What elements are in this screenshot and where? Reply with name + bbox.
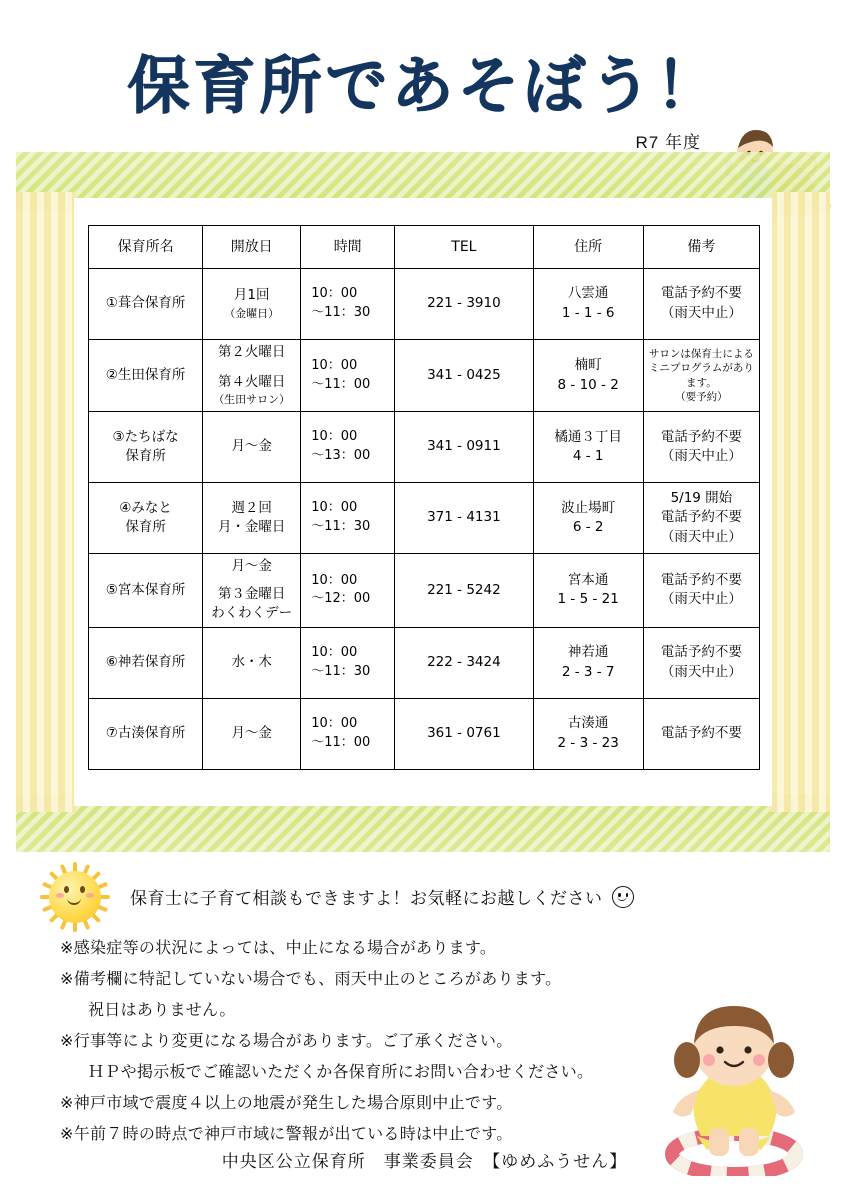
- cell-day-main: 第２火曜日: [217, 344, 286, 360]
- table-row: [89, 554, 760, 628]
- cell-time-end: 〜12：00: [311, 591, 371, 607]
- cell-time-end: 〜11：30: [311, 663, 371, 679]
- note-item: 祝日はありません。: [88, 1000, 236, 1019]
- cell-name: ⑥神若保育所: [89, 627, 203, 698]
- cell-time-start: 10：00: [311, 500, 358, 516]
- cell-day-sub: （生田サロン）: [213, 393, 291, 407]
- cell-day-main: 月1回: [233, 287, 270, 304]
- cell-name: ⑦古湊保育所: [89, 698, 203, 769]
- cell-time-end: 〜13：00: [311, 448, 371, 464]
- cell-time: [301, 340, 395, 412]
- frame-band-right: [770, 192, 830, 812]
- cell-address: [533, 412, 643, 483]
- cell-tel: 341 - 0911: [395, 412, 533, 483]
- cell-name-line2: 保育所: [125, 448, 166, 465]
- cell-address-line2: 2 - 3 - 23: [557, 734, 619, 751]
- cell-name: [89, 483, 203, 554]
- cell-note: [643, 627, 759, 698]
- cell-day: 月〜金: [203, 412, 301, 483]
- cell-note-line2: （雨天中止）: [660, 448, 742, 465]
- cell-time: [301, 627, 395, 698]
- cell-note-line1: サロンは保育士によるミニプログラムがあります。: [648, 348, 754, 389]
- cell-note-line2: （雨天中止）: [660, 305, 742, 321]
- cell-day-main2: 第３金曜日: [217, 585, 286, 602]
- table-row: [89, 627, 760, 698]
- cell-time-end: 〜11：30: [311, 305, 371, 320]
- cell-day-main2: 第４火曜日: [217, 373, 286, 390]
- smiley-icon: [612, 886, 634, 908]
- cell-time-end: 〜11：00: [311, 734, 371, 750]
- cell-tel: 222 - 3424: [395, 627, 533, 698]
- cell-note-line1: 電話予約不要: [660, 644, 742, 661]
- cell-time: [301, 412, 395, 483]
- table-row: [89, 340, 760, 412]
- cell-address-line1: 八雲通: [567, 285, 609, 302]
- col-header-day: 開放日: [203, 226, 301, 269]
- cell-note: [643, 269, 759, 340]
- cell-day: [203, 483, 301, 554]
- cell-address-line2: 4 - 1: [572, 448, 604, 465]
- cell-day-main: 週２回: [231, 499, 272, 516]
- cell-tel: 341 - 0425: [395, 340, 533, 412]
- frame-band-left: [16, 192, 76, 812]
- note-item: ※行事等により変更になる場合があります。ご了承ください。: [60, 1031, 513, 1050]
- cell-name: ⑤宮本保育所: [89, 554, 203, 628]
- note-item: ＨＰや掲示板でご確認いただくか各保育所にお問い合わせください。: [88, 1062, 594, 1081]
- cell-address-line1: 宮本通: [567, 571, 609, 588]
- cell-note: [643, 483, 759, 554]
- cell-time-start: 10：00: [311, 572, 358, 588]
- cell-address-line2: 6 - 2: [572, 519, 604, 536]
- cell-name-line2: 保育所: [125, 519, 166, 536]
- cell-name-line1: ③たちばな: [112, 428, 179, 445]
- sun-icon: [40, 862, 110, 932]
- cell-note: [643, 412, 759, 483]
- table-header-row: [89, 226, 760, 269]
- nursery-schedule-table: [88, 225, 760, 770]
- cell-day: 月〜金: [203, 698, 301, 769]
- cell-tel: 221 - 3910: [395, 269, 533, 340]
- cell-note-line2: （雨天中止）: [660, 591, 742, 608]
- consultation-message: [130, 884, 634, 909]
- cell-time-start: 10：00: [311, 357, 358, 373]
- cell-day: [203, 554, 301, 628]
- cell-note-line2: （雨天中止）: [660, 528, 742, 545]
- cell-note-line1: 電話予約不要: [660, 509, 742, 526]
- consultation-message-text: 保育士に子育て相談もできますよ！お気軽にお越しください: [130, 889, 603, 909]
- cell-tel: 361 - 0761: [395, 698, 533, 769]
- cell-address: [533, 269, 643, 340]
- cell-day: [203, 340, 301, 412]
- cell-name: ②生田保育所: [89, 340, 203, 412]
- col-header-time: 時間: [301, 226, 395, 269]
- cell-note-line2: （雨天中止）: [660, 663, 742, 680]
- cell-address-line2: 1 - 1 - 6: [561, 305, 615, 321]
- cell-time-end: 〜11：00: [311, 376, 371, 392]
- cell-name: [89, 412, 203, 483]
- cell-note-line2: （要予約）: [675, 390, 728, 403]
- note-item: ※備考欄に特記していない場合でも、雨天中止のところがあります。: [60, 969, 562, 988]
- cell-note-line1: 電話予約不要: [660, 571, 742, 588]
- page-title: 保育所であそぼう！: [127, 49, 722, 122]
- cell-time-start: 10：00: [311, 286, 358, 302]
- table-row: [89, 483, 760, 554]
- cell-day-main2: 月・金曜日: [217, 519, 286, 536]
- note-item: ※感染症等の状況によっては、中止になる場合があります。: [60, 938, 497, 957]
- cell-day: 水・木: [203, 627, 301, 698]
- cell-name-line1: ④みなと: [119, 499, 172, 516]
- cell-address-line1: 神若通: [567, 644, 609, 661]
- cell-day-sub: わくわくデー: [211, 605, 293, 622]
- note-item: ※午前７時の時点で神戸市域に警報が出ている時は中止です。: [60, 1124, 513, 1143]
- cell-address-line1: 楠町: [574, 356, 602, 373]
- cell-time-end: 〜11：30: [311, 519, 371, 535]
- cell-address-line2: 8 - 10 - 2: [557, 376, 619, 393]
- cell-time: [301, 483, 395, 554]
- cell-address: [533, 340, 643, 412]
- cell-name: ①葺合保育所: [89, 269, 203, 340]
- cell-note: 電話予約不要: [643, 698, 759, 769]
- cell-note-line1: 電話予約不要: [660, 428, 742, 445]
- cell-tel: 371 - 4131: [395, 483, 533, 554]
- cell-time: [301, 554, 395, 628]
- cell-time-start: 10：00: [311, 429, 358, 445]
- cell-day: [203, 269, 301, 340]
- col-header-address: 住所: [533, 226, 643, 269]
- year-label: R7 年度: [635, 133, 701, 152]
- cell-note-line0: 5/19 開始: [670, 489, 733, 506]
- note-item: ※神戸市域で震度４以上の地震が発生した場合原則中止です。: [60, 1093, 513, 1112]
- table-row: [89, 698, 760, 769]
- col-header-tel: TEL: [395, 226, 533, 269]
- cell-note: [643, 554, 759, 628]
- cell-address-line1: 古湊通: [567, 715, 609, 732]
- cell-day-main: 月〜金: [231, 558, 272, 575]
- cell-address-line1: 橘通３丁目: [554, 428, 622, 445]
- cell-address-line1: 波止場町: [561, 499, 616, 516]
- cell-address: [533, 554, 643, 628]
- col-header-note: 備考: [643, 226, 759, 269]
- footer-text: 中央区公立保育所 事業委員会 【ゆめふうせん】: [221, 1152, 628, 1172]
- table-row: [89, 412, 760, 483]
- table-row: [89, 269, 760, 340]
- cell-note: [643, 340, 759, 412]
- cell-time: [301, 269, 395, 340]
- cell-time: [301, 698, 395, 769]
- cell-address: [533, 698, 643, 769]
- cell-time-start: 10：00: [311, 644, 358, 660]
- cell-time-start: 10：00: [311, 715, 358, 731]
- cell-address-line2: 2 - 3 - 7: [561, 663, 615, 680]
- cell-address-line2: 1 - 5 - 21: [557, 591, 619, 608]
- cell-note-line1: 電話予約不要: [660, 285, 742, 302]
- cell-address: [533, 483, 643, 554]
- cell-address: [533, 627, 643, 698]
- cell-day-sub: （金曜日）: [224, 306, 280, 320]
- cell-tel: 221 - 5242: [395, 554, 533, 628]
- col-header-name: 保育所名: [89, 226, 203, 269]
